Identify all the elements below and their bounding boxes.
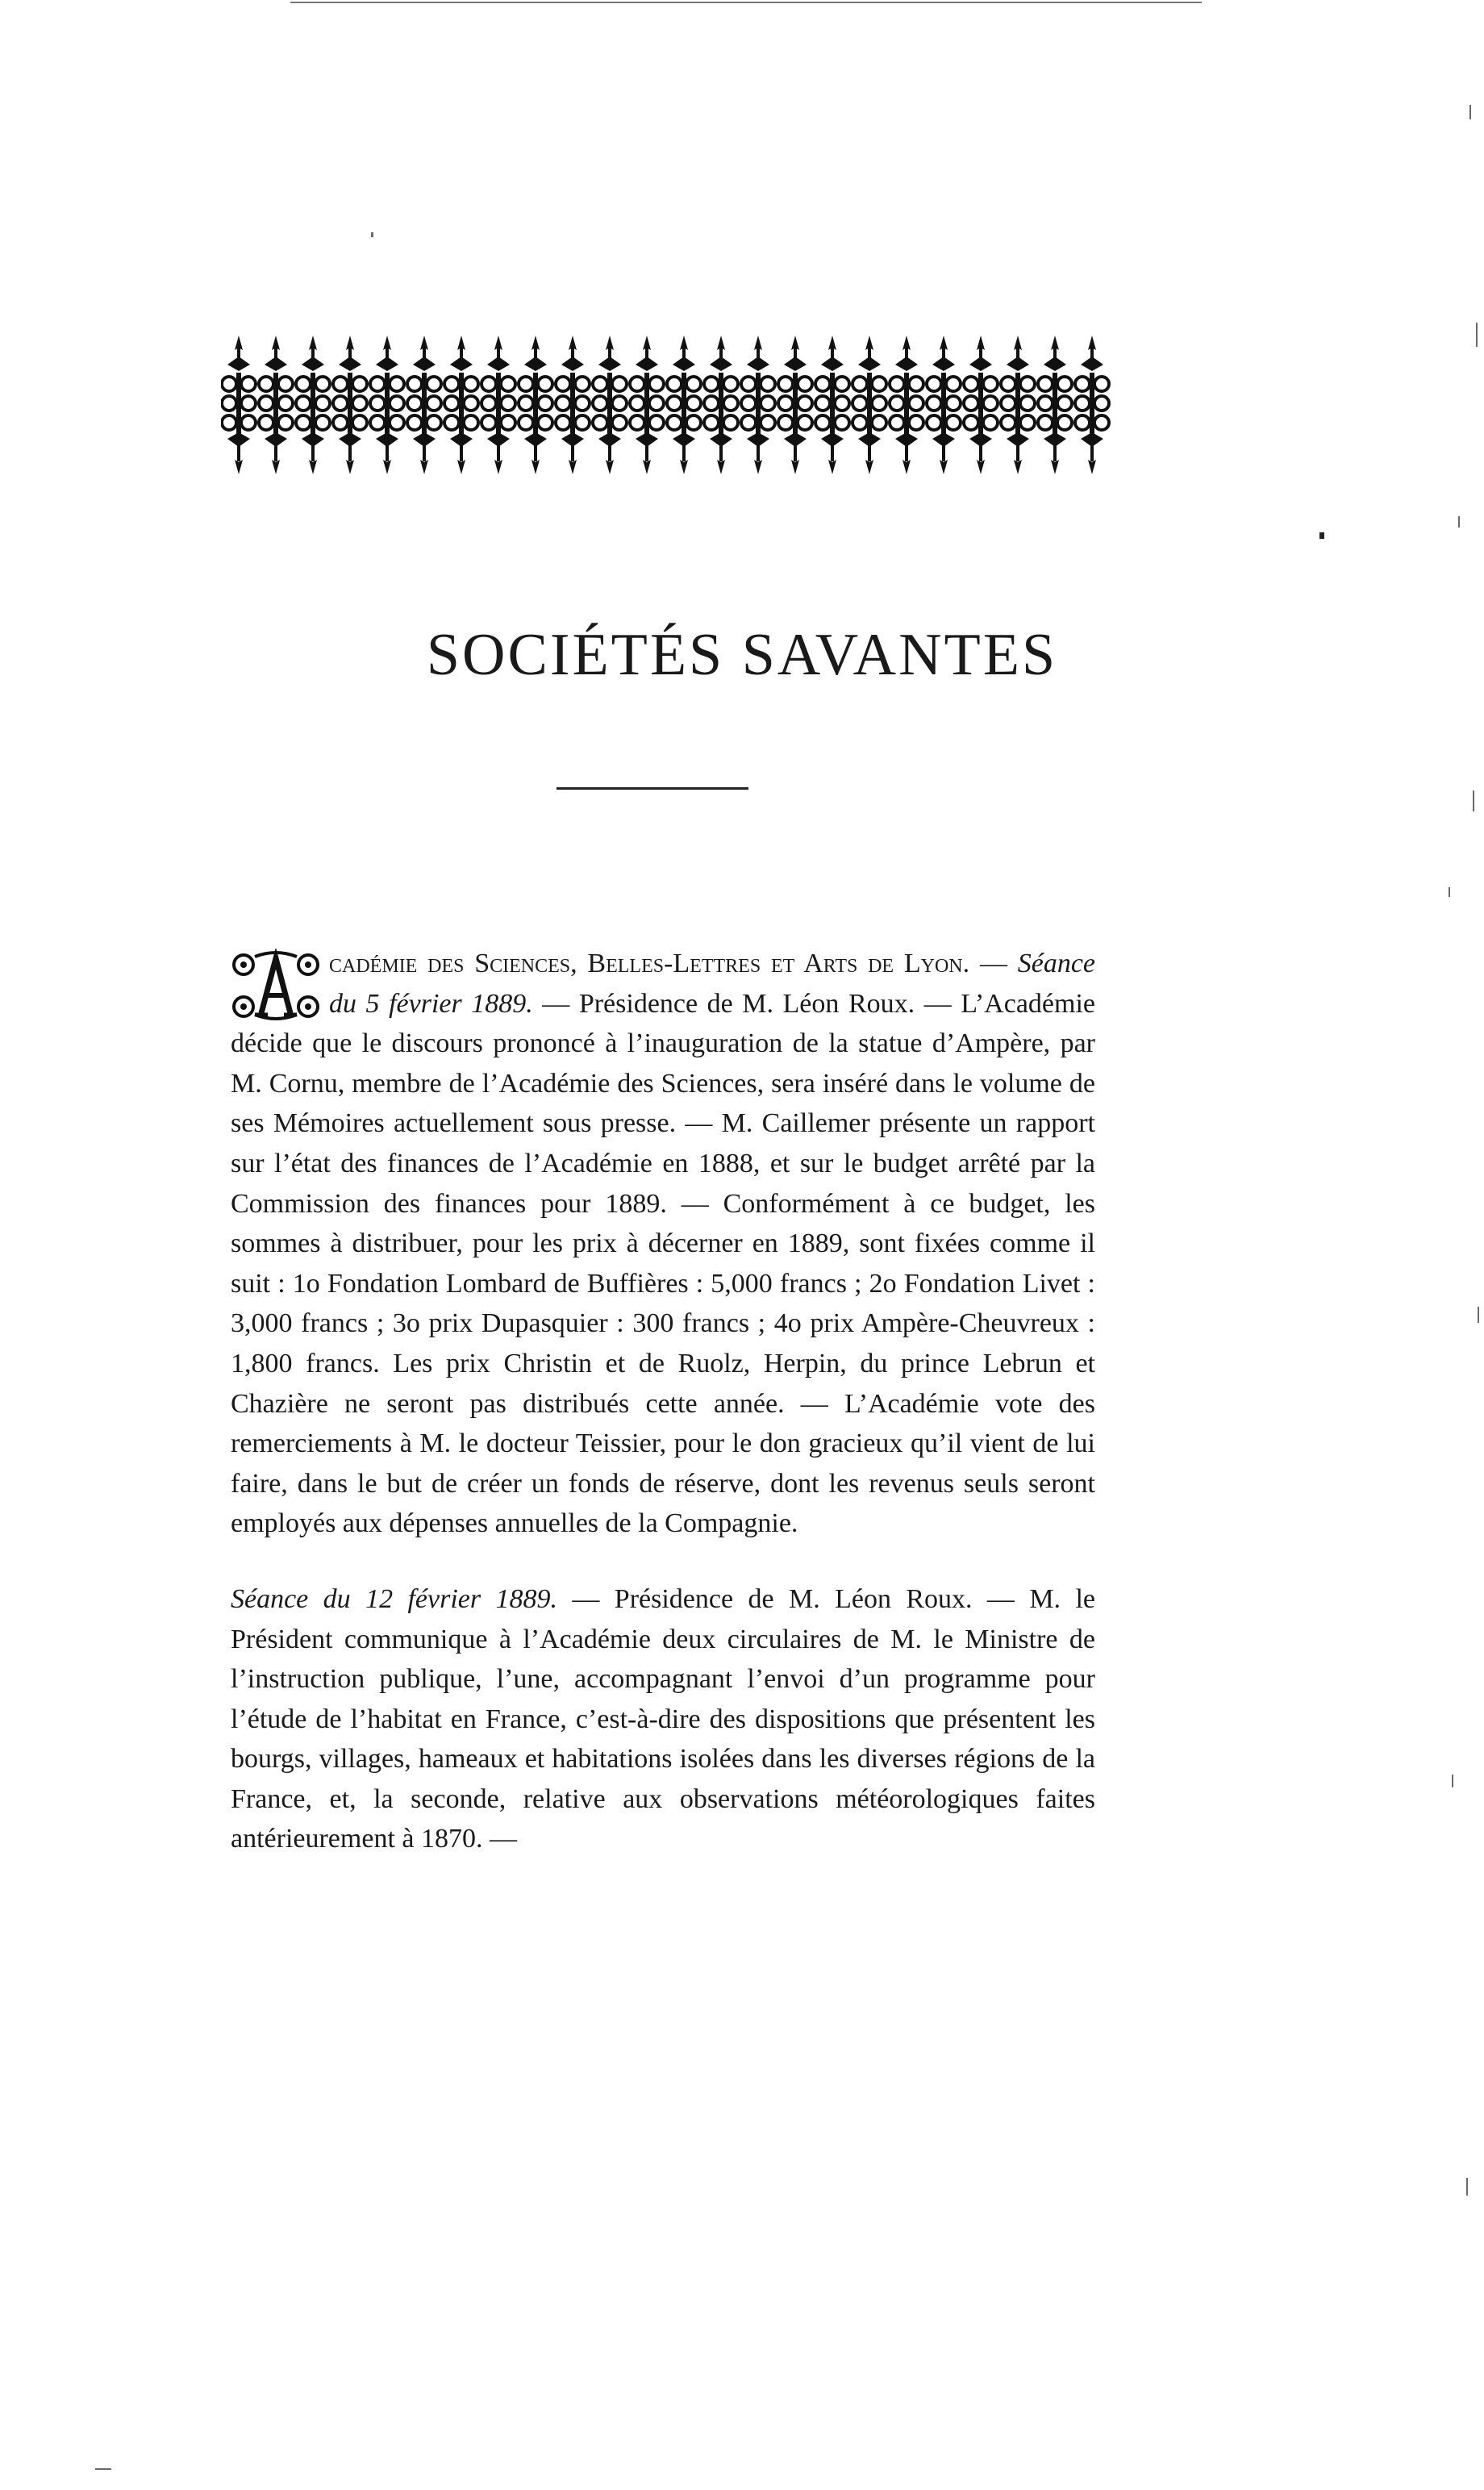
speck <box>1452 1775 1453 1787</box>
speck <box>1473 790 1474 811</box>
paragraph-lyon-academy-5-feb <box>231 944 1095 1544</box>
title-rule <box>556 787 748 790</box>
article-body <box>231 944 1095 1859</box>
paragraph-text: — Présidence de M. Léon Roux. — M. le Président communique à l’Académie deux circulaires de M. le Ministre de l’instruction publique, l’une, accompagnant l’envoi d’un programme pour l’étude de l’habitat en France, c’est-à-dire des dispositions que présentent les bourgs, villages, hameaux et habitations isolées dans les diverses régions de la France, et, la seconde, relative aux observations météorologiques faites antérieurement à 1870. — <box>231 1583 1095 1854</box>
paragraph-12-feb <box>231 1579 1095 1859</box>
speck <box>95 2468 111 2470</box>
society-name: cadémie des Sciences, Belles-Lettres et Arts de Lyon. <box>329 949 970 978</box>
speck <box>1478 1307 1479 1323</box>
speck <box>371 232 373 237</box>
ornate-dropcap-A-icon <box>231 949 321 1023</box>
speck <box>1476 323 1478 347</box>
speck <box>1458 516 1460 528</box>
speck <box>1319 532 1324 539</box>
paragraph-text: — Présidence de M. Léon Roux. — L’Académie décide que le discours prononcé à l’inauguration de la statue d’Ampère, par M. Cornu, membre de l’Académie des Sciences, sera inséré dans le volume de ses Mémoires actuellement sous presse. — M. Caillemer présente un rapport sur l’état des finances de l’Académie en 1888, et sur le budget arrêté par la Commission des finances pour 1889. — Conformément à ce budget, les sommes à distribuer, pour les prix à décerner en 1889, sont fixées comme il suit : 1o Fondation Lombard de Buffières : 5,000 francs ; 2o Fondation Livet : 3,000 francs ; 3o prix Dupasquier : 300 francs ; 4o prix Ampère-Cheuvreux : 1,800 francs. Les prix Christin et de Ruolz, Herpin, du prince Lebrun et Chazière ne seront pas distribués cette année. — L’Académie vote des remerciements à M. le docteur Teissier, pour le don gracieux qu’il vient de lui faire, dans le but de créer un fonds de réserve, dont les revenus seuls seront employés aux dépenses annuelles de la Compagnie. <box>231 988 1095 1539</box>
separator: — <box>969 949 1018 978</box>
fleuron-band-icon <box>221 332 1111 478</box>
page-top-rule <box>290 2 1202 3</box>
speck <box>1469 105 1471 119</box>
session-date: Séance du 5 février 1889. <box>329 949 1096 1019</box>
page-title: SOCIÉTÉS SAVANTES <box>426 622 1058 688</box>
speck <box>1449 887 1450 897</box>
session-date: Séance du 12 février 1889. <box>231 1583 557 1614</box>
speck <box>1466 2178 1468 2196</box>
